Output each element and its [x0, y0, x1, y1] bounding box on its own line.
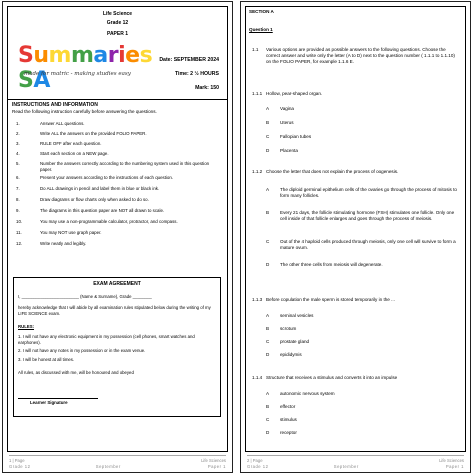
question-text: Before copulation the male sperm is stored temporarily in the ... — [266, 297, 395, 302]
question-number: 1.1 — [252, 47, 259, 52]
option-text: The other three cells from meiosis will degenerate. — [280, 262, 383, 267]
learner-signature-line: Learner Signature — [18, 398, 98, 405]
instruction-text: Present your answers according to the instructions of each question. — [40, 175, 174, 180]
exam-date: Date: SEPTEMBER 2024 — [159, 57, 219, 63]
rule-item: 3. I will be honest at all times. — [18, 357, 75, 362]
page-2-frame — [245, 6, 466, 452]
option-letter: D — [266, 148, 270, 153]
question-number: 1.1.3 — [252, 297, 263, 302]
option-letter: D — [266, 262, 270, 267]
option-letter: D — [266, 430, 270, 435]
option-text: Vagina — [280, 106, 294, 111]
instruction-text: Start each section on a NEW page. — [40, 151, 109, 156]
option-text: Every 21 days, the follicle stimulating hormone (FSH) stimulates one follicle. Only one cell inside of that follicle enlarges and goes through the process of meiosis. — [280, 210, 455, 221]
instruction-text: Answer ALL questions. — [40, 121, 85, 126]
footer-month: September — [95, 464, 121, 469]
option-text: stimulus — [280, 417, 297, 422]
option-text: effector — [280, 404, 296, 409]
summaries-sa-logo — [18, 43, 158, 103]
question-title: Question 1 — [249, 27, 273, 32]
option-text: Uterus — [280, 120, 294, 125]
section-title: SECTION A — [249, 9, 274, 14]
instruction-text: Number the answers correctly according to the numbering system used in this question paper. — [40, 161, 210, 172]
instruction-text: Write ALL the answers on the provided FOLIO PAPER. — [40, 131, 147, 136]
footer-page-number: 1 | Page — [9, 458, 25, 463]
logo-tagline: made for matric - making studies easy — [24, 71, 131, 77]
agreement-closing: All rules, as discussed with me, will be honoured and obeyed — [18, 370, 134, 375]
agreement-name-line: I, ________________________ (Name & Surname), Grade ________ — [18, 294, 152, 299]
instruction-number: 8. — [16, 197, 20, 202]
footer-month: September — [333, 464, 359, 469]
instruction-number: 12. — [16, 241, 23, 246]
option-letter: C — [266, 134, 270, 139]
instruction-number: 3. — [16, 141, 20, 146]
option-text: autonomic nervous system — [280, 391, 335, 396]
option-letter: C — [266, 417, 270, 422]
instruction-text: You may use a non-programmable calculator, protractor, and compass. — [40, 219, 178, 224]
rule-item: 1. I will not have any electronic equipment in my possession (cell phones, smart watches and earphones). — [18, 334, 195, 345]
page-1 — [2, 1, 233, 473]
exam-marks: Mark: 150 — [195, 85, 219, 91]
page-footer — [247, 455, 464, 469]
divider — [8, 99, 227, 100]
page-footer — [9, 455, 226, 469]
subject-heading: Life Science — [102, 11, 133, 17]
exam-agreement-box — [13, 277, 221, 417]
option-letter: A — [266, 106, 270, 111]
instruction-number: 10. — [16, 219, 23, 224]
question-instructions: Various options are provided as possible answers to the following questions. Choose the correct answer and write only the letter (A to D) next to the question number ( 1.1.1 to 1.1.10) on the FOLIO PAPER, for example 1.1.6 E. — [266, 47, 455, 64]
exam-time: Time: 2 ½ HOURS — [174, 71, 219, 77]
option-text: prostate gland — [280, 339, 310, 344]
instruction-text: Draw diagrams or flow charts only when asked to do so. — [40, 197, 149, 202]
rule-item: 2. I will not have any notes in my possession or in the exam venue. — [18, 348, 146, 353]
rules-title: RULES: — [18, 324, 34, 329]
option-letter: A — [266, 391, 270, 396]
option-text: seminal vesicles — [280, 313, 314, 318]
instruction-number: 5. — [16, 161, 20, 166]
option-letter: D — [266, 352, 270, 357]
agreement-statement: hereby acknowledge that I will abide by all examination rules stipulated below during the writing of my LIFE SCIENCE exam. — [18, 305, 211, 316]
question-text: Choose the letter that does not explain the process of oogenesis. — [266, 169, 399, 174]
option-letter: B — [266, 210, 270, 215]
option-letter: C — [266, 239, 270, 244]
question-text: Structure that receives a stimulus and converts it into an impulse — [266, 375, 398, 380]
footer-grade: Grade 12 — [9, 464, 31, 469]
option-text: epididymis — [280, 352, 302, 357]
option-letter: A — [266, 187, 270, 192]
grade-heading: Grade 12 — [106, 20, 129, 26]
instruction-number: 9. — [16, 208, 20, 213]
instruction-text: RULE OFF after each question. — [40, 141, 102, 146]
paper-heading: PAPER 1 — [106, 31, 129, 37]
option-text: Out of the 4 haploid cells produced through meiosis, only one cell will survive to form a mature ovum. — [280, 239, 456, 250]
footer-grade: Grade 12 — [247, 464, 269, 469]
logo-wordmark: Summaries SA — [18, 43, 153, 93]
question-number: 1.1.1 — [252, 91, 263, 96]
option-letter: C — [266, 339, 270, 344]
question-text: Hollow, pear-shaped organ. — [266, 91, 323, 96]
question-number: 1.1.2 — [252, 169, 263, 174]
instruction-number: 1. — [16, 121, 20, 126]
instruction-text: Write neatly and legibly. — [40, 241, 87, 246]
option-text: Placenta — [280, 148, 298, 153]
instruction-number: 2. — [16, 131, 20, 136]
footer-page-number: 2 | Page — [247, 458, 263, 463]
instruction-text: Do ALL drawings in pencil and label them in blue or black ink. — [40, 186, 160, 191]
instruction-text: The diagrams in this question paper are NOT all drawn to scale. — [40, 208, 165, 213]
option-letter: A — [266, 313, 270, 318]
option-text: receptor — [280, 430, 297, 435]
page-2 — [240, 1, 471, 473]
agreement-title: EXAM AGREEMENT — [93, 281, 141, 287]
option-text: Fallopian tubes — [280, 134, 312, 139]
instruction-text: You may NOT use graph paper. — [40, 230, 102, 235]
instruction-number: 7. — [16, 186, 20, 191]
instruction-number: 4. — [16, 151, 20, 156]
option-text: The diploid germinal epithelium cells of the ovaries go through the process of mitosis to form many follicles. — [280, 187, 457, 198]
instruction-number: 6. — [16, 175, 20, 180]
option-text: scrotum — [280, 326, 297, 331]
instructions-intro: Read the following instruction carefully before answering the questions. — [12, 109, 157, 114]
option-letter: B — [266, 326, 270, 331]
option-letter: B — [266, 404, 270, 409]
question-number: 1.1.4 — [252, 375, 263, 380]
page-1-frame — [7, 6, 228, 452]
instructions-title: INSTRUCTIONS AND INFORMATION — [12, 102, 98, 108]
footer-paper: Paper 1 — [207, 464, 226, 469]
instruction-number: 11. — [16, 230, 22, 235]
option-letter: B — [266, 120, 270, 125]
footer-subject: Life Sciences — [201, 458, 226, 463]
footer-subject: Life Sciences — [439, 458, 464, 463]
footer-paper: Paper 1 — [445, 464, 464, 469]
